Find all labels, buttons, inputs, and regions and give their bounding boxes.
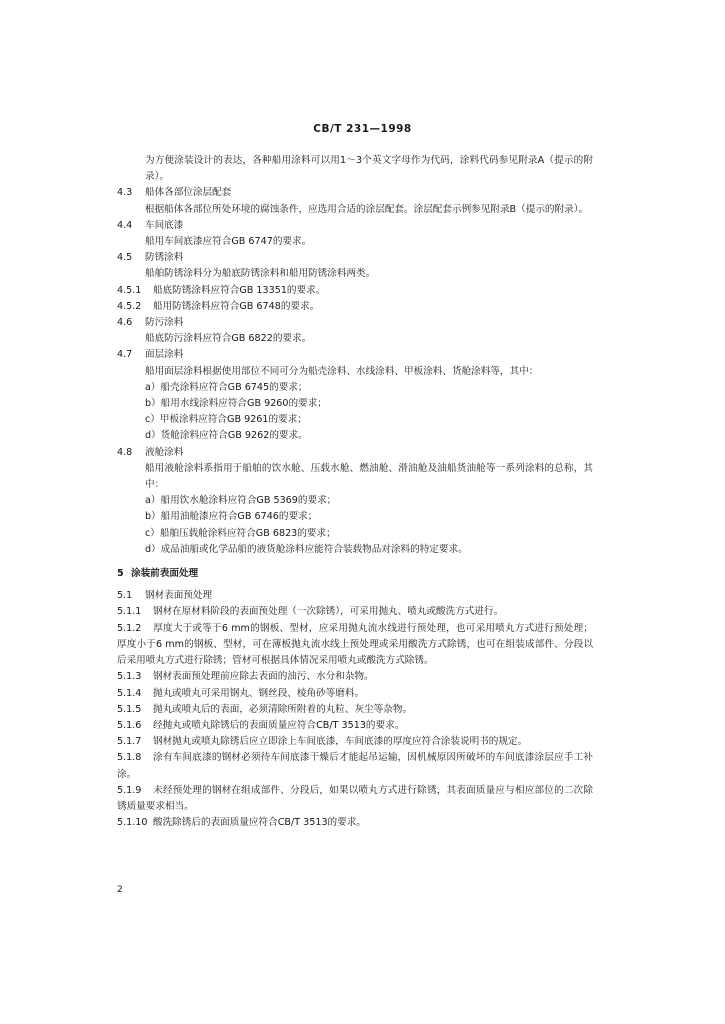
clause-item (117, 702, 593, 718)
section-4-5-heading (117, 250, 593, 266)
section-4-3-text: 根据船体各部位所处环境的腐蚀条件，应选用合适的涂层配套。涂层配套示例参见附录B（提示的附录）。 (145, 203, 589, 215)
clause-text: 涂有车间底漆的钢材必须待车间底漆干燥后才能起吊运输，因机械原因所破坏的车间底漆涂层应手工补涂。 (117, 752, 593, 780)
clause-text: 抛丸或喷丸可采用钢丸、钢丝段、棱角砂等磨料。 (153, 687, 365, 699)
section-number: 4.3 (117, 187, 133, 199)
page-number: 2 (117, 885, 123, 895)
section-number: 5 (117, 568, 124, 580)
section-number: 4.6 (117, 317, 133, 329)
intro-paragraph: 为方便涂装设计的表达，各种船用涂料可以用1～3个英文字母作为代码，涂料代码参见附录A（提示的附录）。 (145, 155, 593, 183)
section-4-4-heading (117, 218, 593, 234)
section-title: 涂装前表面处理 (131, 568, 199, 580)
clause-number: 5.1.7 (117, 736, 142, 748)
clause-item (117, 718, 593, 734)
section-text: 船用防锈涂料应符合GB 6748的要求。 (153, 300, 320, 312)
clause-number: 5.1.1 (117, 606, 142, 618)
clause-text: 厚度大于或等于6 mm的钢板、型材，应采用抛丸流水线进行预处理，也可采用喷丸方式进行预处理；厚度小于6 mm的钢板、型材，可在薄板抛丸流水线上预处理或采用酸洗方式除锈，也可在组装成部件、分段以后采用喷丸方式进行除锈；管材可根据具体情况采用喷丸或酸洗方式除锈。 (117, 622, 593, 667)
section-number: 4.7 (117, 349, 133, 361)
section-title: 面层涂料 (145, 349, 184, 361)
clause-number: 5.1.4 (117, 687, 142, 699)
list-item: b）船用水线涂料应符合GB 9260的要求； (145, 398, 327, 410)
section-number: 4.5 (117, 252, 133, 264)
clause-item (117, 669, 593, 685)
section-number: 4.8 (117, 446, 133, 458)
section-4-6-heading (117, 315, 593, 331)
clause-number: 5.1.3 (117, 671, 142, 683)
clause-number: 5.1.6 (117, 719, 142, 731)
clause-text: 酸洗除锈后的表面质量应符合CB/T 3513的要求。 (153, 817, 366, 829)
list-item: d）成品油船或化学品船的液货舱涂料应能符合装载物品对涂料的特定要求。 (145, 543, 468, 555)
section-number: 4.5.2 (117, 300, 142, 312)
section-4-8-text: 船用液舱涂料系指用于船舶的饮水舱、压载水舱、燃油舱、滑油舱及油船货油舱等一系列涂料的总称，其中： (145, 462, 593, 491)
clause-number: 5.1.8 (117, 752, 142, 764)
section-5-1-list (117, 604, 593, 831)
section-4-5-1 (117, 283, 593, 299)
clause-item (117, 686, 593, 702)
section-title: 防锈涂料 (145, 252, 184, 264)
clause-number: 5.1.10 (117, 817, 148, 829)
section-text: 船底防锈涂料应符合GB 13351的要求。 (153, 284, 326, 296)
clause-item (117, 734, 593, 750)
clause-text: 未经预处理的钢材在组成部件、分段后，如果以喷丸方式进行除锈，其表面质量应与相应部位的二次除锈质量要求相当。 (117, 784, 593, 812)
section-number: 5.1 (117, 590, 133, 602)
clause-item (117, 621, 593, 670)
list-item: a）船用饮水舱涂料应符合GB 5369的要求； (145, 495, 337, 507)
clause-text: 抛丸或喷丸后的表面，必须清除所附着的丸粒、灰尘等杂物。 (153, 703, 413, 715)
section-4-8-heading (117, 445, 593, 461)
section-title: 钢材表面预处理 (145, 590, 213, 602)
section-5-heading (117, 566, 593, 582)
section-title: 防污涂料 (145, 317, 184, 329)
section-number: 4.5.1 (117, 284, 142, 296)
clause-item (117, 750, 593, 782)
clause-text: 经抛丸或喷丸除锈后的表面质量应符合CB/T 3513的要求。 (153, 719, 405, 731)
clause-text: 钢材表面预处理前应除去表面的油污、水分和杂物。 (153, 671, 374, 683)
section-4-3-heading (117, 185, 593, 201)
section-title: 液舱涂料 (145, 446, 184, 458)
list-item: c）船舶压载舱涂料应符合GB 6823的要求； (145, 527, 336, 539)
clause-item (117, 604, 593, 620)
clause-number: 5.1.5 (117, 703, 142, 715)
clause-number: 5.1.2 (117, 622, 142, 634)
clause-number: 5.1.9 (117, 784, 142, 796)
list-item: b）船用油舱漆应符合GB 6746的要求； (145, 511, 318, 523)
section-title: 船体各部位涂层配套 (145, 187, 232, 199)
section-number: 4.4 (117, 219, 133, 231)
section-4-6-text: 船底防污涂料应符合GB 6822的要求。 (145, 333, 312, 345)
section-4-7-text: 船用面层涂料根据使用部位不同可分为船壳涂料、水线涂料、甲板涂料、货舱涂料等，其中： (145, 365, 539, 377)
section-4-7-heading (117, 347, 593, 363)
list-item: c）甲板涂料应符合GB 9261的要求； (145, 414, 307, 426)
clause-text: 钢材在原材料阶段的表面预处理（一次除锈），可采用抛丸、喷丸或酸洗方式进行。 (153, 606, 504, 618)
clause-item (117, 815, 593, 831)
list-item: d）货舱涂料应符合GB 9262的要求。 (145, 430, 308, 442)
section-4-5-text: 船舶防锈涂料分为船底防锈涂料和船用防锈涂料两类。 (145, 268, 376, 280)
clause-text: 钢材抛丸或喷丸除锈后应立即涂上车间底漆，车间底漆的厚度应符合涂装说明书的规定。 (153, 736, 528, 748)
list-item: a）船壳涂料应符合GB 6745的要求； (145, 381, 308, 393)
section-4-5-2 (117, 299, 593, 315)
section-5-1-heading (117, 588, 593, 604)
document-body (117, 153, 593, 831)
document-code-header: CB/T 231—1998 (313, 123, 412, 135)
clause-item (117, 783, 593, 815)
section-title: 车间底漆 (145, 219, 184, 231)
section-4-4-text: 船用车间底漆应符合GB 6747的要求。 (145, 236, 312, 248)
